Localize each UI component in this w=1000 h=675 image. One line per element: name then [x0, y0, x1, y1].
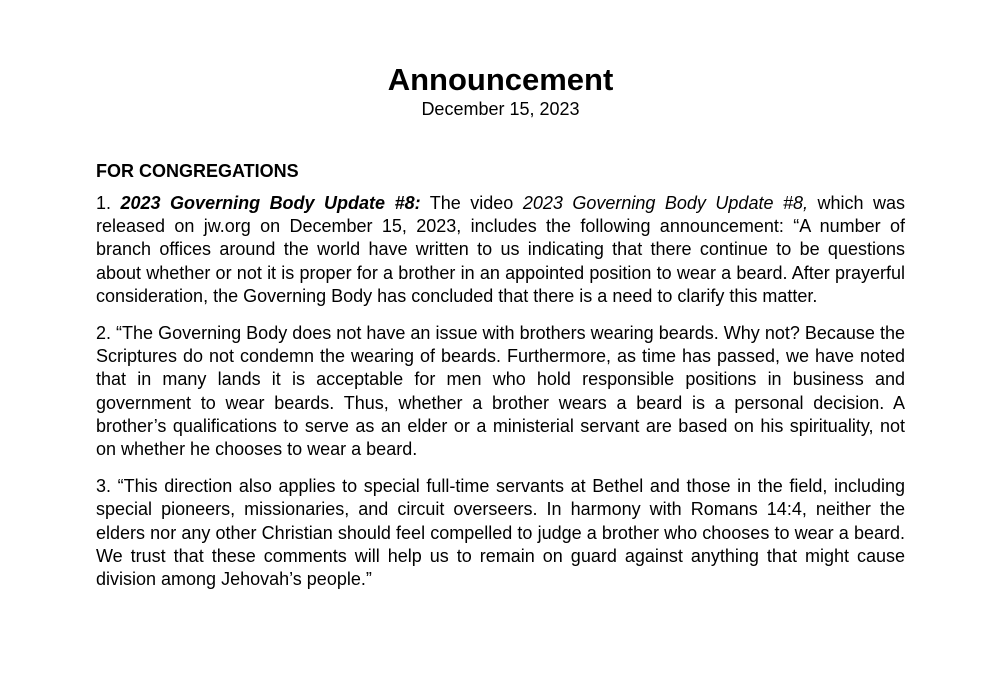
paragraph-number: 1. — [96, 193, 121, 213]
paragraph-text: “This direction also applies to special full-time servants at Bethel and those in the field, including special pioneers, missionaries, and circuit overseers. In harmony with Romans 14:4, neither the elders nor any other Christian should feel compelled to judge a brother who chooses to wear a beard. We trust that these comments will help us to remain on guard against anything that might cause division among Jehovah’s people.” — [96, 476, 905, 590]
paragraph-number: 2. — [96, 323, 117, 344]
document-date: December 15, 2023 — [421, 99, 580, 119]
paragraph-lead: 2023 Governing Body Update #8: — [120, 193, 421, 213]
paragraph-2 — [96, 322, 905, 461]
paragraph-text: The video — [420, 193, 523, 213]
document-title: Announcement — [387, 62, 614, 97]
document-page — [96, 62, 905, 591]
paragraph-3 — [96, 475, 905, 591]
video-title: 2023 Governing Body Update #8, — [522, 193, 808, 213]
paragraph-text: which was released on jw.org on December 15, 2023, includes the following announcement: “A number of branch offices around the world have written to us indicating that there continue to be questions about whether or not it is proper for a brother in an appointed position to wear a beard. After prayerful consideration, the Governing Body has concluded that there is a need to clarify this matter. — [96, 193, 906, 306]
paragraph-number: 3. — [96, 476, 118, 497]
paragraph-text: “The Governing Body does not have an issue with brothers wearing beards. Why not? Because the Scriptures do not condemn the wearing of beards. Furthermore, as time has passed, we have noted that in many lands it is acceptable for men who hold responsible positions in business and government to wear beards. Thus, whether a brother wears a beard is a personal decision. A brother’s qualifications to serve as an elder or a ministerial servant are based on his spirituality, not on whether he chooses to wear a beard. — [96, 323, 905, 460]
section-heading: FOR CONGREGATIONS — [96, 161, 299, 181]
paragraph-1 — [96, 192, 905, 308]
